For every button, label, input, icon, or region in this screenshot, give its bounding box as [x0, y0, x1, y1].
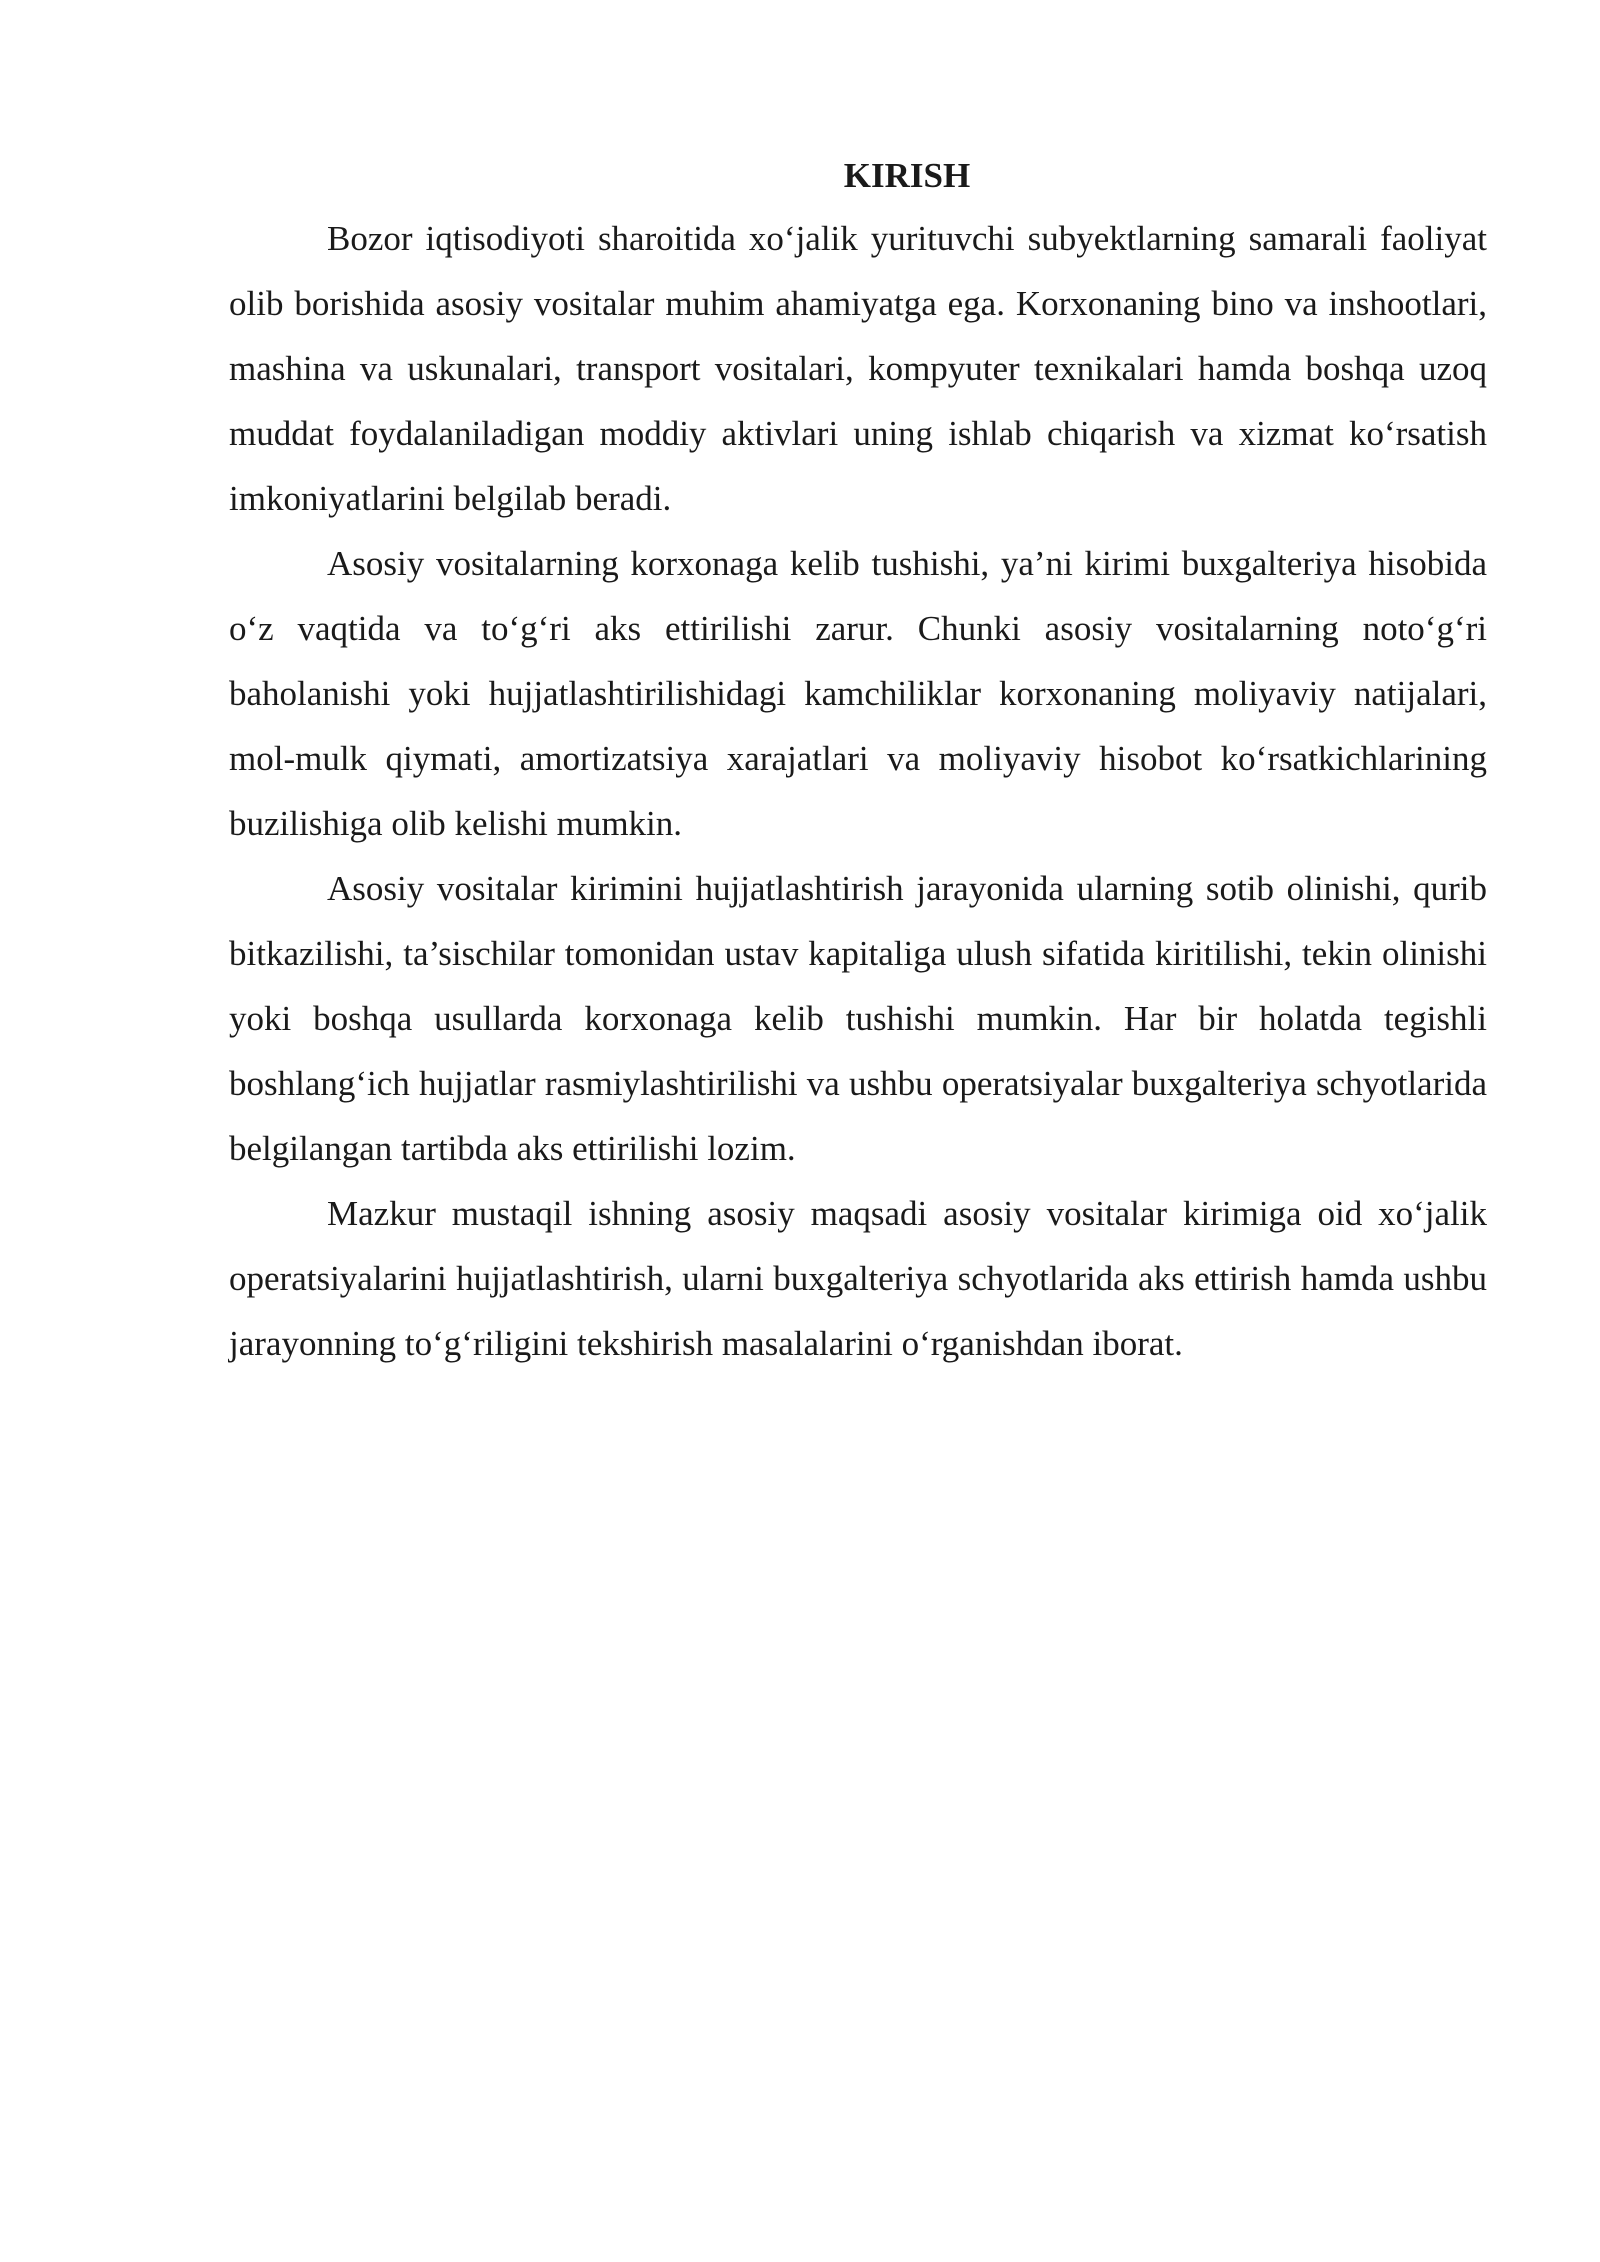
page-title: KIRISH — [843, 156, 971, 195]
paragraph-1: Bozor iqtisodiyoti sharoitida xo‘jalik yurituvchi subyektlarning samarali faoliyat olib borishida asosiy vositalar muhim ahamiyatga ega. Korxonaning bino va inshootlari, mashina va uskunalari, transport vositalari, kompyuter texnikalari hamda boshqa uzoq muddat foydalaniladigan moddiy aktivlari uning ishlab chiqarish va xizmat ko‘rsatish imkoniyatlarini belgilab beradi. — [229, 219, 1487, 518]
document-body — [229, 146, 1487, 1376]
paragraph-2: Asosiy vositalarning korxonaga kelib tushishi, ya’ni kirimi buxgalteriya hisobida o‘z vaqtida va to‘g‘ri aks ettirilishi zarur. Chunki asosiy vositalarning noto‘g‘ri baholanishi yoki hujjatlashtirilishidagi kamchiliklar korxonaning moliyaviy natijalari, mol-mulk qiymati, amortizatsiya xarajatlari va moliyaviy hisobot ko‘rsatkichlarining buzilishiga olib kelishi mumkin. — [229, 544, 1487, 843]
paragraph-4: Mazkur mustaqil ishning asosiy maqsadi asosiy vositalar kirimiga oid xo‘jalik operatsiyalarini hujjatlashtirish, ularni buxgalteriya schyotlarida aks ettirish hamda ushbu jarayonning to‘g‘riligini tekshirish masalalarini o‘rganishdan iborat. — [229, 1194, 1487, 1363]
paragraph-3: Asosiy vositalar kirimini hujjatlashtirish jarayonida ularning sotib olinishi, qurib bitkazilishi, ta’sischilar tomonidan ustav kapitaliga ulush sifatida kiritilishi, tekin olinishi yoki boshqa usullarda korxonaga kelib tushishi mumkin. Har bir holatda tegishli boshlang‘ich hujjatlar rasmiylashtirilishi va ushbu operatsiyalar buxgalteriya schyotlarida belgilangan tartibda aks ettirilishi lozim. — [229, 869, 1487, 1168]
